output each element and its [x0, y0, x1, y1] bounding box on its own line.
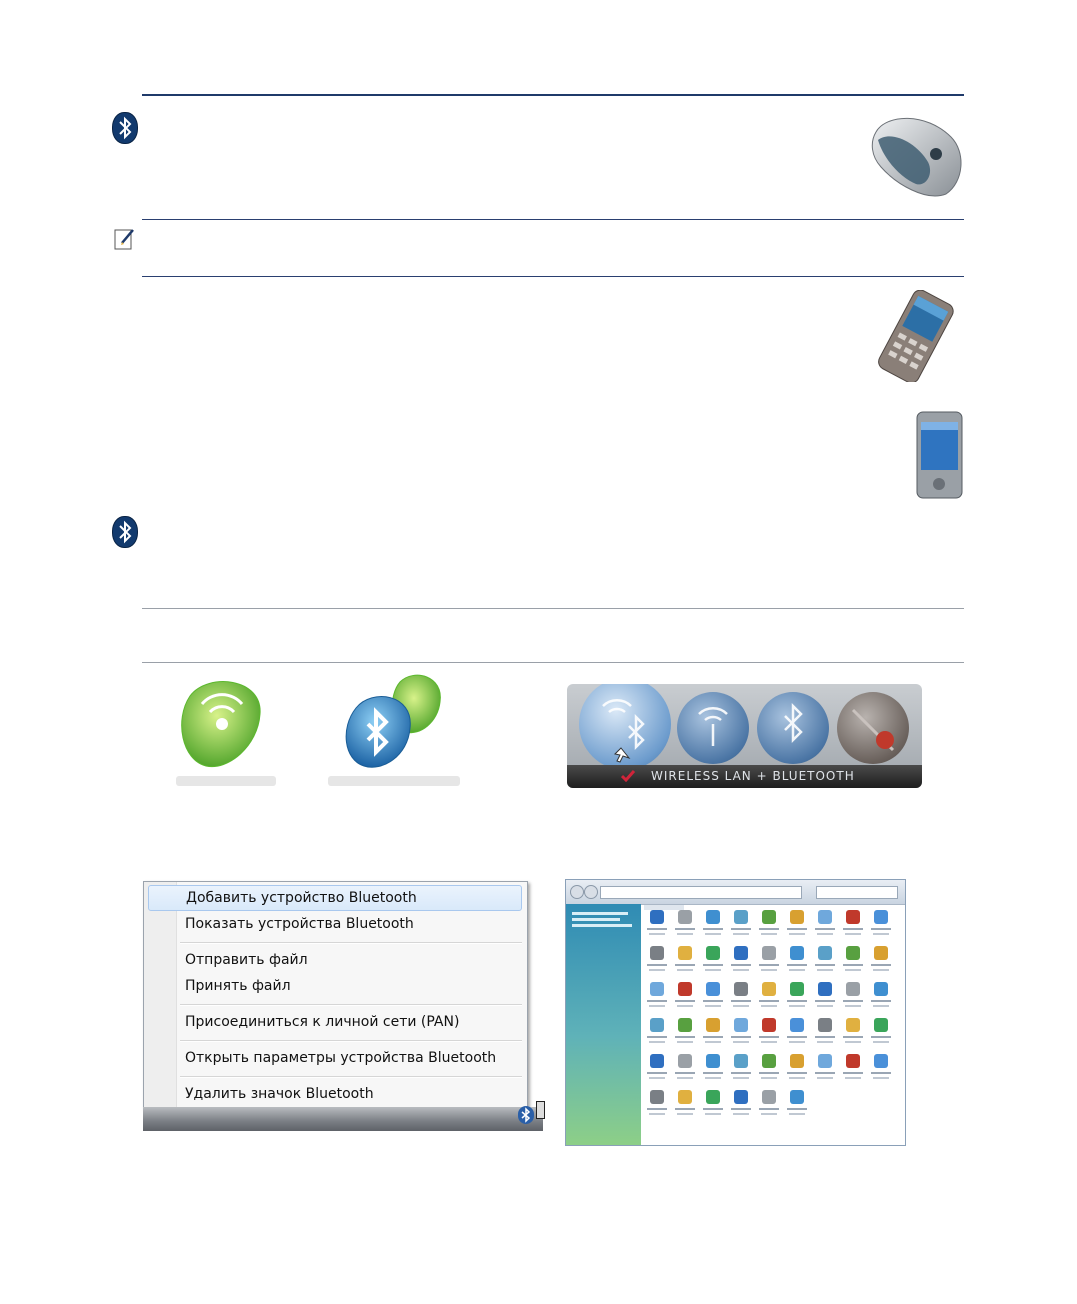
wireless-toggle-bar	[567, 684, 922, 788]
note-rule-bottom	[142, 276, 964, 277]
control-panel-item-icon[interactable]	[756, 1052, 782, 1086]
bluetooth-icon	[112, 516, 138, 548]
menu-item-open-settings[interactable]: Открыть параметры устройства Bluetooth	[185, 1050, 497, 1066]
section-rule-bottom	[142, 662, 964, 663]
control-panel-item-icon[interactable]	[728, 908, 754, 942]
control-panel-item-icon[interactable]	[672, 980, 698, 1014]
control-panel-item-icon[interactable]	[868, 908, 894, 942]
control-panel-item-icon[interactable]	[840, 1016, 866, 1050]
control-panel-item-icon[interactable]	[672, 944, 698, 978]
top-rule	[142, 94, 964, 96]
menu-item-add-device[interactable]: Добавить устройство Bluetooth	[148, 885, 522, 911]
control-panel-window	[565, 879, 906, 1146]
address-bar[interactable]	[600, 886, 802, 899]
control-panel-item-icon[interactable]	[868, 1052, 894, 1086]
menu-item-send-file[interactable]: Отправить файл	[185, 952, 308, 968]
menu-separator	[180, 1004, 522, 1006]
control-panel-item-icon[interactable]	[700, 1016, 726, 1050]
control-panel-item-icon[interactable]	[784, 908, 810, 942]
toggle-label-strip	[567, 765, 922, 788]
control-panel-item-icon[interactable]	[728, 1052, 754, 1086]
bluetooth-tray-icon[interactable]	[518, 1106, 534, 1124]
control-panel-item-icon[interactable]	[728, 944, 754, 978]
search-input[interactable]	[816, 886, 898, 899]
toggle-label: WIRELESS LAN + BLUETOOTH	[651, 769, 855, 783]
control-panel-item-icon[interactable]	[700, 1052, 726, 1086]
control-panel-item-icon[interactable]	[868, 1016, 894, 1050]
back-button[interactable]	[570, 885, 584, 899]
control-panel-item-icon[interactable]	[672, 908, 698, 942]
bluetooth-context-menu	[143, 881, 528, 1109]
wlan-bluetooth-on-icon	[326, 672, 464, 794]
mouse-image	[866, 112, 964, 198]
control-panel-item-icon[interactable]	[728, 1016, 754, 1050]
menu-item-receive-file[interactable]: Принять файл	[185, 978, 291, 994]
control-panel-item-icon[interactable]	[756, 944, 782, 978]
control-panel-item-icon[interactable]	[812, 1052, 838, 1086]
phone-image	[866, 290, 964, 382]
control-panel-item-icon[interactable]	[840, 1052, 866, 1086]
control-panel-item-icon[interactable]	[644, 1088, 670, 1122]
control-panel-item-icon[interactable]	[784, 1052, 810, 1086]
control-panel-item-icon[interactable]	[700, 1088, 726, 1122]
control-panel-item-icon[interactable]	[756, 1088, 782, 1122]
control-panel-item-icon[interactable]	[672, 1052, 698, 1086]
control-panel-item-icon[interactable]	[840, 908, 866, 942]
menu-item-remove-icon[interactable]: Удалить значок Bluetooth	[185, 1086, 374, 1102]
section-rule-top	[142, 608, 964, 609]
control-panel-item-icon[interactable]	[644, 1052, 670, 1086]
control-panel-item-icon[interactable]	[644, 1016, 670, 1050]
control-panel-item-icon[interactable]	[672, 1016, 698, 1050]
tray-edge	[536, 1101, 545, 1119]
wlan-on-icon	[168, 676, 284, 794]
control-panel-item-icon[interactable]	[644, 908, 670, 942]
control-panel-item-icon[interactable]	[644, 944, 670, 978]
taskbar	[143, 1107, 543, 1131]
control-panel-item-icon[interactable]	[812, 944, 838, 978]
control-panel-item-icon[interactable]	[784, 1088, 810, 1122]
control-panel-item-icon[interactable]	[756, 1016, 782, 1050]
control-panel-item-icon[interactable]	[812, 1016, 838, 1050]
control-panel-item-icon[interactable]	[868, 944, 894, 978]
control-panel-item-icon[interactable]	[644, 980, 670, 1014]
menu-item-join-pan[interactable]: Присоединиться к личной сети (PAN)	[185, 1014, 460, 1030]
control-panel-sidebar	[566, 904, 641, 1145]
control-panel-item-icon[interactable]	[700, 944, 726, 978]
control-panel-item-icon[interactable]	[728, 980, 754, 1014]
control-panel-item-icon[interactable]	[700, 908, 726, 942]
note-icon	[114, 227, 136, 251]
menu-separator	[180, 1040, 522, 1042]
pda-image	[915, 410, 964, 500]
control-panel-item-icon[interactable]	[840, 944, 866, 978]
forward-button[interactable]	[584, 885, 598, 899]
menu-separator	[180, 942, 522, 944]
control-panel-item-icon[interactable]	[756, 908, 782, 942]
control-panel-item-icon[interactable]	[756, 980, 782, 1014]
menu-item-show-devices[interactable]: Показать устройства Bluetooth	[185, 916, 414, 932]
control-panel-item-icon[interactable]	[672, 1088, 698, 1122]
control-panel-item-icon[interactable]	[784, 980, 810, 1014]
note-rule-top	[142, 219, 964, 220]
bluetooth-icon	[112, 112, 138, 144]
control-panel-item-icon[interactable]	[728, 1088, 754, 1122]
control-panel-item-icon[interactable]	[700, 980, 726, 1014]
control-panel-item-icon[interactable]	[840, 980, 866, 1014]
control-panel-item-icon[interactable]	[812, 908, 838, 942]
control-panel-item-icon[interactable]	[784, 1016, 810, 1050]
control-panel-item-icon[interactable]	[868, 980, 894, 1014]
control-panel-toolbar	[566, 880, 905, 905]
menu-separator	[180, 1076, 522, 1078]
control-panel-item-icon[interactable]	[812, 980, 838, 1014]
control-panel-item-icon[interactable]	[784, 944, 810, 978]
